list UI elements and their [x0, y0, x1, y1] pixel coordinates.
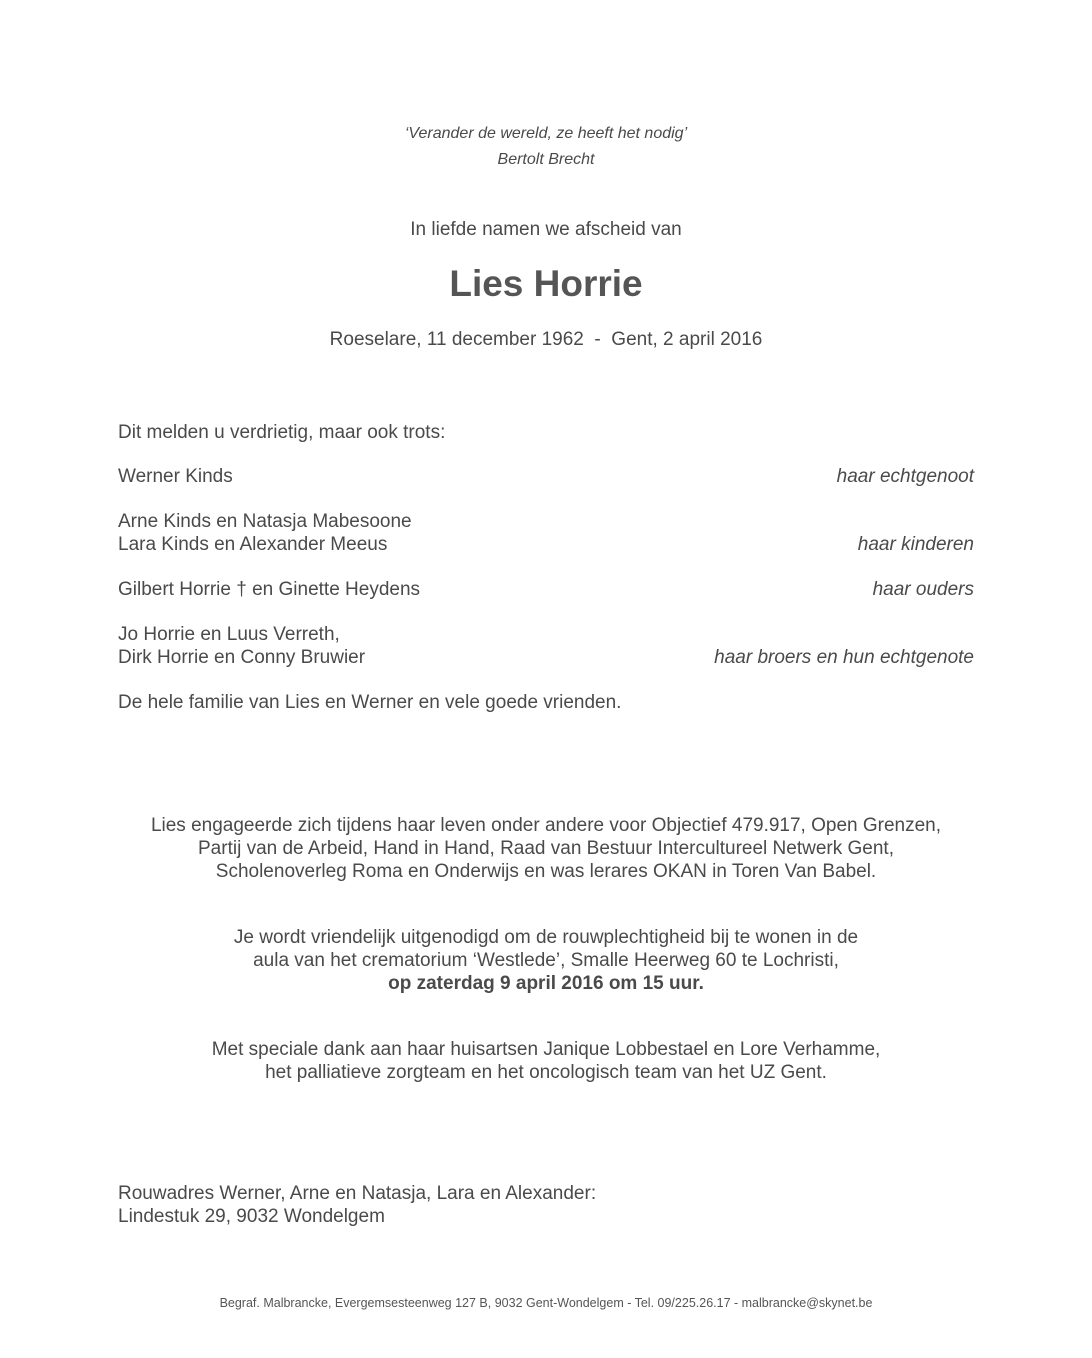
- intro-text: In liefde namen we afscheid van: [410, 219, 682, 240]
- family-row-siblings: [118, 623, 974, 669]
- mourning-address-street: Lindestuk 29, 9032 Wondelgem: [118, 1206, 385, 1227]
- family-relation: haar kinderen: [857, 534, 974, 555]
- family-relation: haar ouders: [872, 579, 974, 600]
- family-row-children: [118, 510, 974, 556]
- invitation-line: Je wordt vriendelijk uitgenodigd om de rouwplechtigheid bij te wonen in de: [233, 927, 859, 948]
- engagement-line: Scholenoverleg Roma en Onderwijs en was lerares OKAN in Toren Van Babel.: [215, 861, 877, 882]
- quote-text: ‘Verander de wereld, ze heeft het nodig’: [404, 125, 688, 142]
- family-name-line: Jo Horrie en Luus Verreth,: [118, 624, 340, 645]
- mourning-address-label: Rouwadres Werner, Arne en Natasja, Lara en Alexander:: [118, 1183, 597, 1204]
- invitation-line: aula van het crematorium ‘Westlede’, Smalle Heerweg 60 te Lochristi,: [253, 950, 839, 971]
- thanks-line: Met speciale dank aan haar huisartsen Janique Lobbestael en Lore Verhamme,: [211, 1039, 881, 1060]
- family-names: [118, 578, 420, 601]
- announcement-text: Dit melden u verdrietig, maar ook trots:: [118, 422, 446, 443]
- engagement-line: Lies engageerde zich tijdens haar leven onder andere voor Objectief 479.917, Open Grenzen,: [150, 815, 942, 836]
- family-name-line: Gilbert Horrie † en Ginette Heydens: [118, 579, 421, 600]
- mourning-address: [118, 1182, 596, 1228]
- family-name-line: Werner Kinds: [118, 466, 233, 487]
- family-closing-text: De hele familie van Lies en Werner en vele goede vrienden.: [118, 692, 622, 713]
- deceased-name: Lies Horrie: [449, 263, 643, 304]
- family-relation: haar broers en hun echtgenote: [714, 647, 974, 668]
- family-names: [118, 623, 365, 669]
- thanks-line: het palliatieve zorgteam en het oncologisch team van het UZ Gent.: [265, 1062, 827, 1083]
- family-names: [118, 510, 412, 556]
- family-row-spouse: [118, 465, 974, 488]
- thanks-paragraph: [0, 1038, 1092, 1084]
- funeral-home-footer: Begraf. Malbrancke, Evergemsesteenweg 127 B, 9032 Gent-Wondelgem - Tel. 09/225.26.17 - malbrancke@skynet.be: [219, 1296, 873, 1310]
- family-names: [118, 465, 233, 488]
- family-name-line: Dirk Horrie en Conny Bruwier: [118, 647, 366, 668]
- invitation-paragraph: [0, 926, 1092, 995]
- engagement-paragraph: [0, 814, 1092, 883]
- quote-block: [0, 121, 1092, 173]
- family-name-line: Lara Kinds en Alexander Meeus: [118, 534, 388, 555]
- family-relation: haar echtgenoot: [836, 466, 974, 487]
- birth-death-dates: Roeselare, 11 december 1962 - Gent, 2 april 2016: [329, 329, 763, 350]
- family-name-line: Arne Kinds en Natasja Mabesoone: [118, 511, 412, 532]
- ceremony-datetime: op zaterdag 9 april 2016 om 15 uur.: [388, 973, 704, 994]
- quote-author: Bertolt Brecht: [497, 151, 595, 168]
- engagement-line: Partij van de Arbeid, Hand in Hand, Raad van Bestuur Intercultureel Netwerk Gent,: [198, 838, 894, 859]
- family-row-parents: [118, 578, 974, 601]
